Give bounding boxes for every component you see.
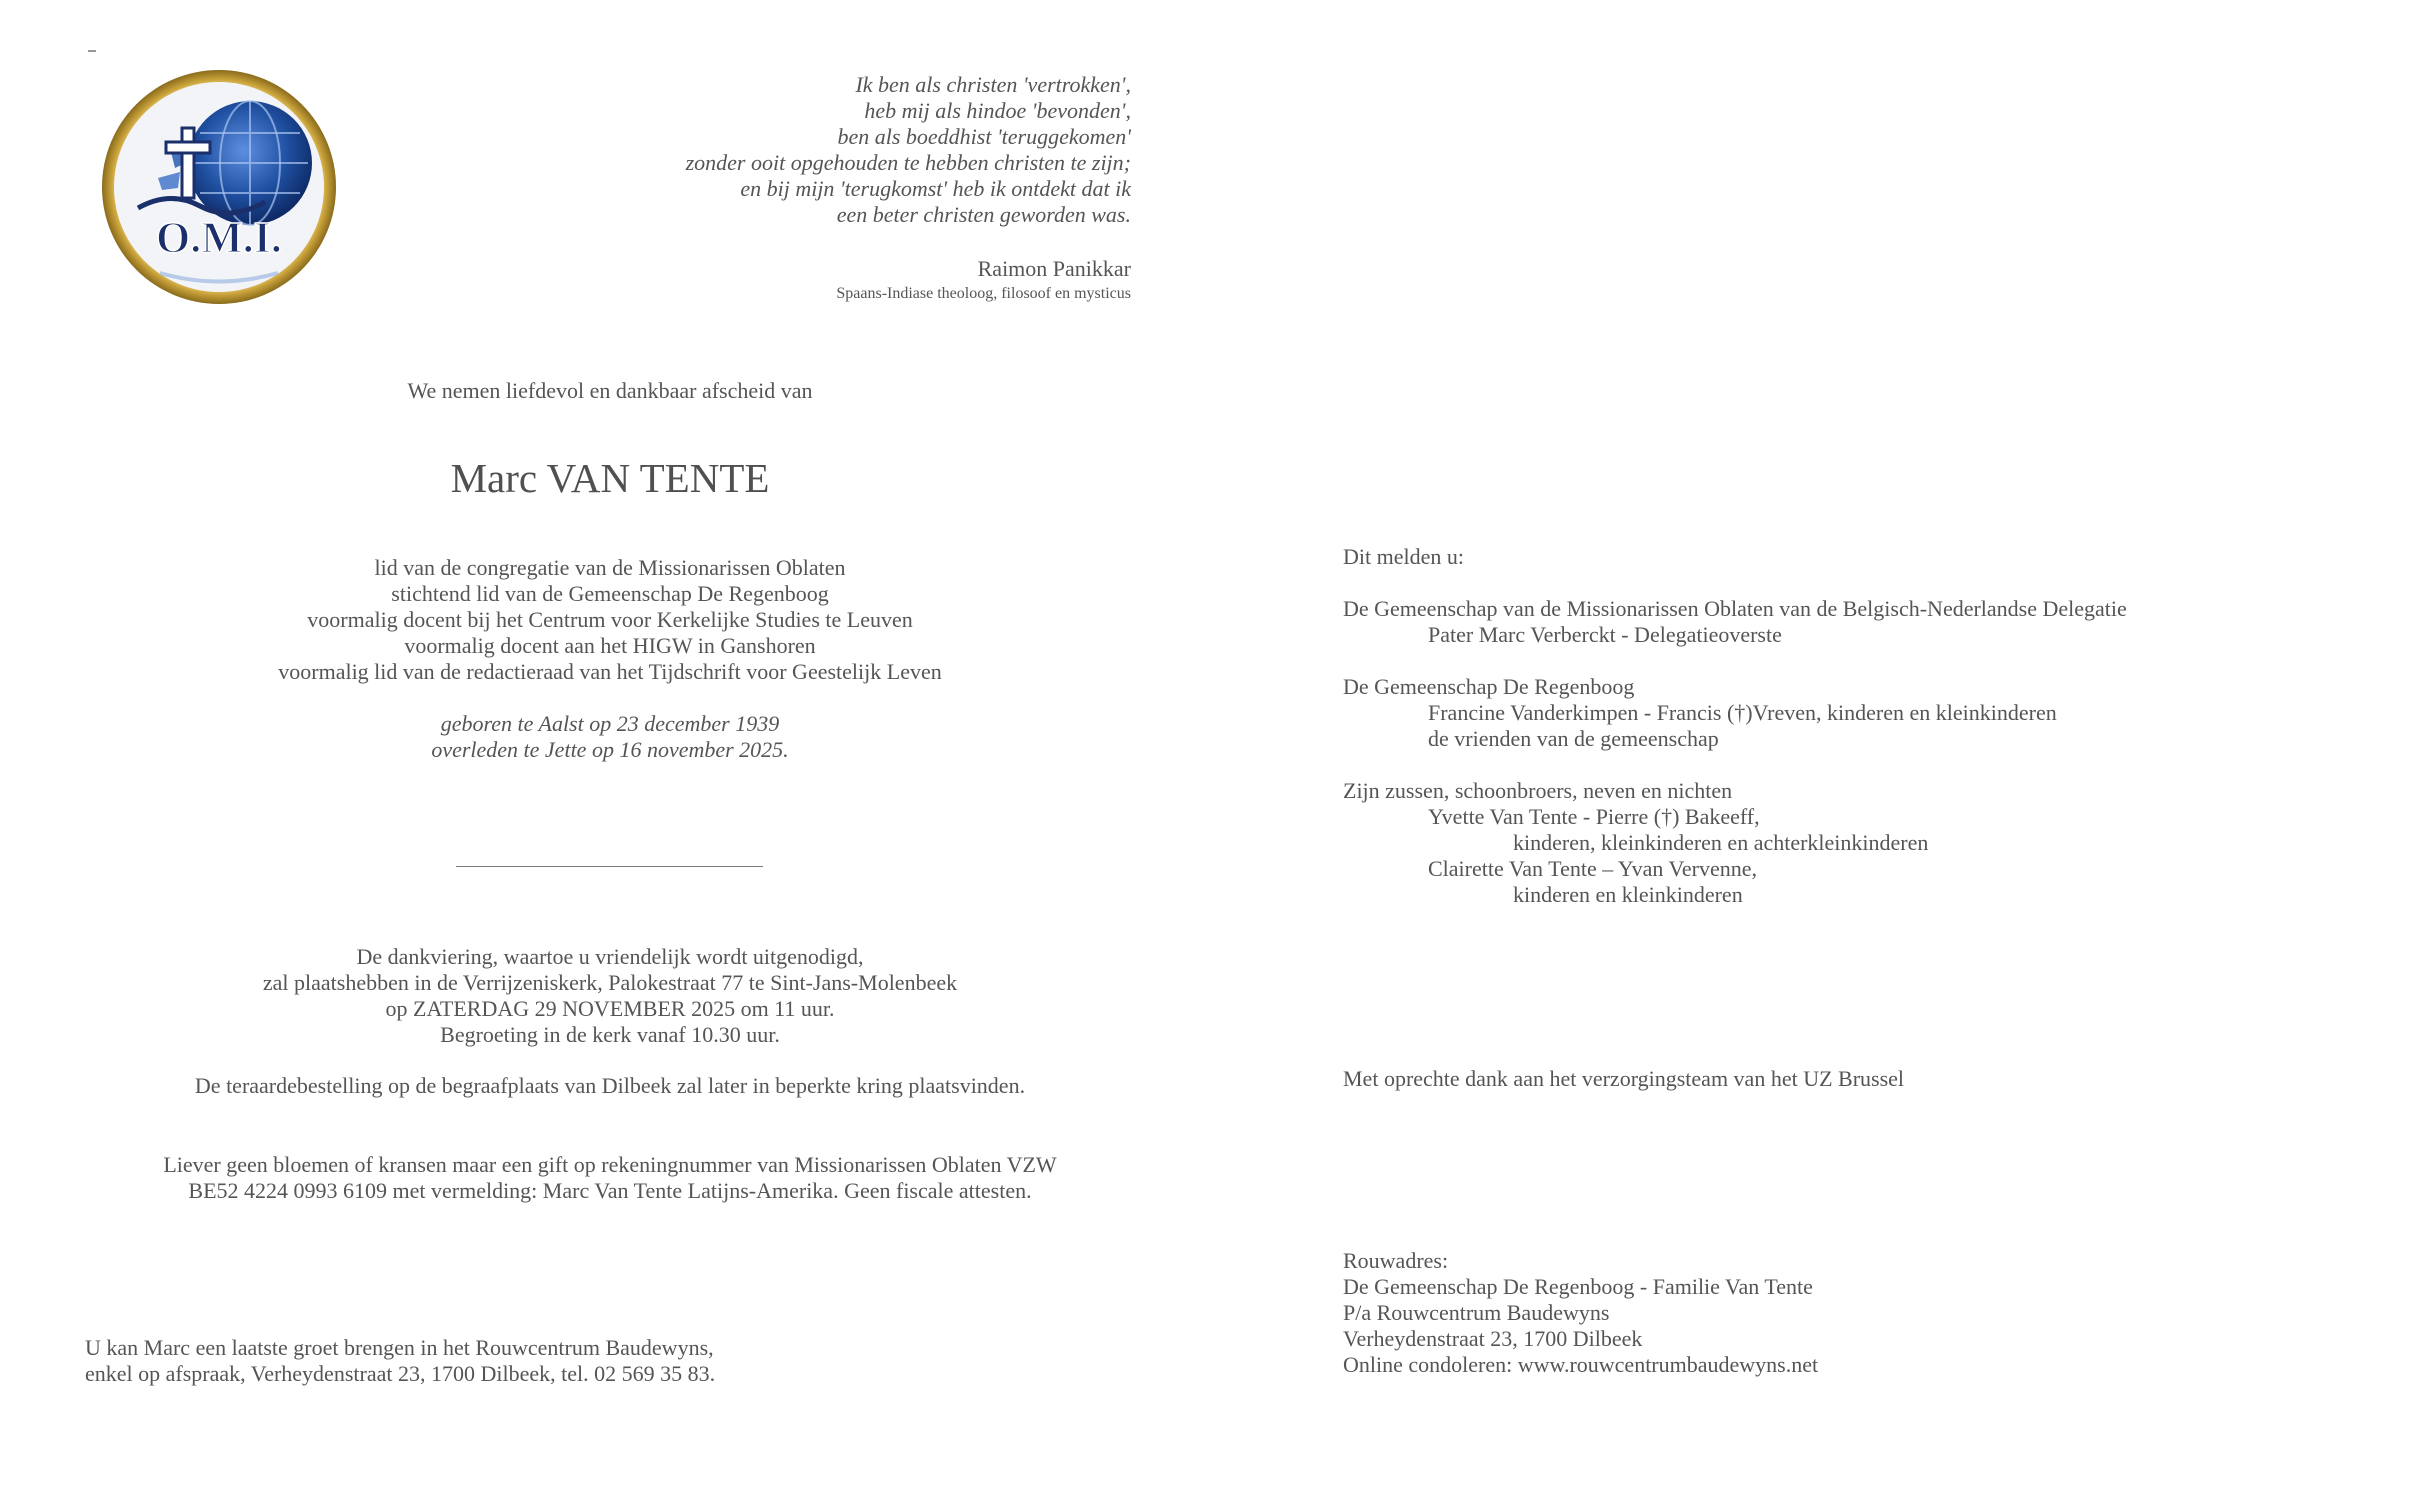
family-member: Clairette Van Tente – Yvan Vervenne, <box>1428 856 1758 881</box>
address-line: P/a Rouwcentrum Baudewyns <box>1343 1300 1610 1325</box>
family-member: kinderen, kleinkinderen en achterkleinkinderen <box>1513 830 1929 855</box>
deceased-name: Marc VAN TENTE <box>450 455 770 501</box>
quote-line: Ik ben als christen 'vertrokken', <box>855 72 1131 97</box>
family-group-title: De Gemeenschap van de Missionarissen Oblaten van de Belgisch-Nederlandse Delegatie <box>1343 596 2127 621</box>
address-heading: Rouwadres: <box>1343 1248 1449 1273</box>
donation-line: BE52 4224 0993 6109 met vermelding: Marc Van Tente Latijns-Amerika. Geen fiscale attesten. <box>188 1178 1032 1203</box>
visit-line: U kan Marc een laatste groet brengen in het Rouwcentrum Baudewyns, <box>85 1335 714 1360</box>
family-group-title: De Gemeenschap De Regenboog <box>1343 674 1635 699</box>
quote-author: Raimon Panikkar <box>977 256 1131 281</box>
condolence-link: Online condoleren: www.rouwcentrumbaudewyns.net <box>1343 1352 1819 1377</box>
family-group-regenboog <box>1343 674 2057 752</box>
role-line: voormalig docent bij het Centrum voor Kerkelijke Studies te Leuven <box>307 607 913 632</box>
visit-info <box>85 1335 715 1387</box>
service-line: op ZATERDAG 29 NOVEMBER 2025 om 11 uur. <box>385 996 835 1021</box>
quote-line: en bij mijn 'terugkomst' heb ik ontdekt dat ik <box>740 176 1131 201</box>
birth-date: geboren te Aalst op 23 december 1939 <box>440 711 780 736</box>
address-line: De Gemeenschap De Regenboog - Familie Van Tente <box>1343 1274 1813 1299</box>
opening-quote <box>500 72 1131 228</box>
donation-line: Liever geen bloemen of kransen maar een gift op rekeningnummer van Missionarissen Oblaten VZW <box>163 1152 1057 1177</box>
family-member: de vrienden van de gemeenschap <box>1428 726 1719 751</box>
role-line: voormalig lid van de redactieraad van het Tijdschrift voor Geestelijk Leven <box>278 659 942 684</box>
quote-line: een beter christen geworden was. <box>836 202 1131 227</box>
visit-line: enkel op afspraak, Verheydenstraat 23, 1700 Dilbeek, tel. 02 569 35 83. <box>85 1361 716 1386</box>
omi-globe-cross-icon <box>100 68 338 306</box>
thanks-note: Met oprechte dank aan het verzorgingsteam van het UZ Brussel <box>1343 1066 1905 1091</box>
service-info <box>60 944 1160 1048</box>
intro-text: We nemen liefdevol en dankbaar afscheid van <box>407 378 813 403</box>
donation-info <box>60 1152 1160 1204</box>
quote-line: zonder ooit opgehouden te hebben christen te zijn; <box>685 150 1131 175</box>
divider-line <box>456 866 763 867</box>
scan-mark <box>88 50 96 52</box>
role-line: voormalig docent aan het HIGW in Ganshoren <box>404 633 816 658</box>
burial-info: De teraardebestelling op de begraafplaats van Dilbeek zal later in beperkte kring plaatsvinden. <box>194 1073 1026 1098</box>
mourning-address <box>1343 1248 1818 1378</box>
logo-text: O.M.I. <box>156 213 282 262</box>
address-line: Verheydenstraat 23, 1700 Dilbeek <box>1343 1326 1643 1351</box>
omi-logo <box>100 68 338 306</box>
family-member: kinderen en kleinkinderen <box>1513 882 1743 907</box>
roles-list <box>60 555 1160 685</box>
family-member: Francine Vanderkimpen - Francis (†)Vreven, kinderen en kleinkinderen <box>1428 700 2057 725</box>
death-date: overleden te Jette op 16 november 2025. <box>431 737 789 762</box>
quote-line: ben als boeddhist 'teruggekomen' <box>837 124 1131 149</box>
life-dates <box>60 711 1160 763</box>
service-line: De dankviering, waartoe u vriendelijk wordt uitgenodigd, <box>356 944 864 969</box>
service-line: zal plaatshebben in de Verrijzeniskerk, Palokestraat 77 te Sint-Jans-Molenbeek <box>262 970 958 995</box>
family-group-siblings <box>1343 778 1928 908</box>
family-group-title: Zijn zussen, schoonbroers, neven en nichten <box>1343 778 1733 803</box>
family-group-oblates <box>1343 596 2127 648</box>
family-member: Yvette Van Tente - Pierre (†) Bakeeff, <box>1428 804 1760 829</box>
family-member: Pater Marc Verberckt - Delegatieoverste <box>1428 622 1782 647</box>
service-line: Begroeting in de kerk vanaf 10.30 uur. <box>440 1022 780 1047</box>
role-line: lid van de congregatie van de Missionarissen Oblaten <box>374 555 846 580</box>
announce-heading: Dit melden u: <box>1343 544 1464 569</box>
quote-author-description: Spaans-Indiase theoloog, filosoof en mysticus <box>836 285 1131 302</box>
quote-line: heb mij als hindoe 'bevonden', <box>864 98 1131 123</box>
role-line: stichtend lid van de Gemeenschap De Regenboog <box>391 581 829 606</box>
